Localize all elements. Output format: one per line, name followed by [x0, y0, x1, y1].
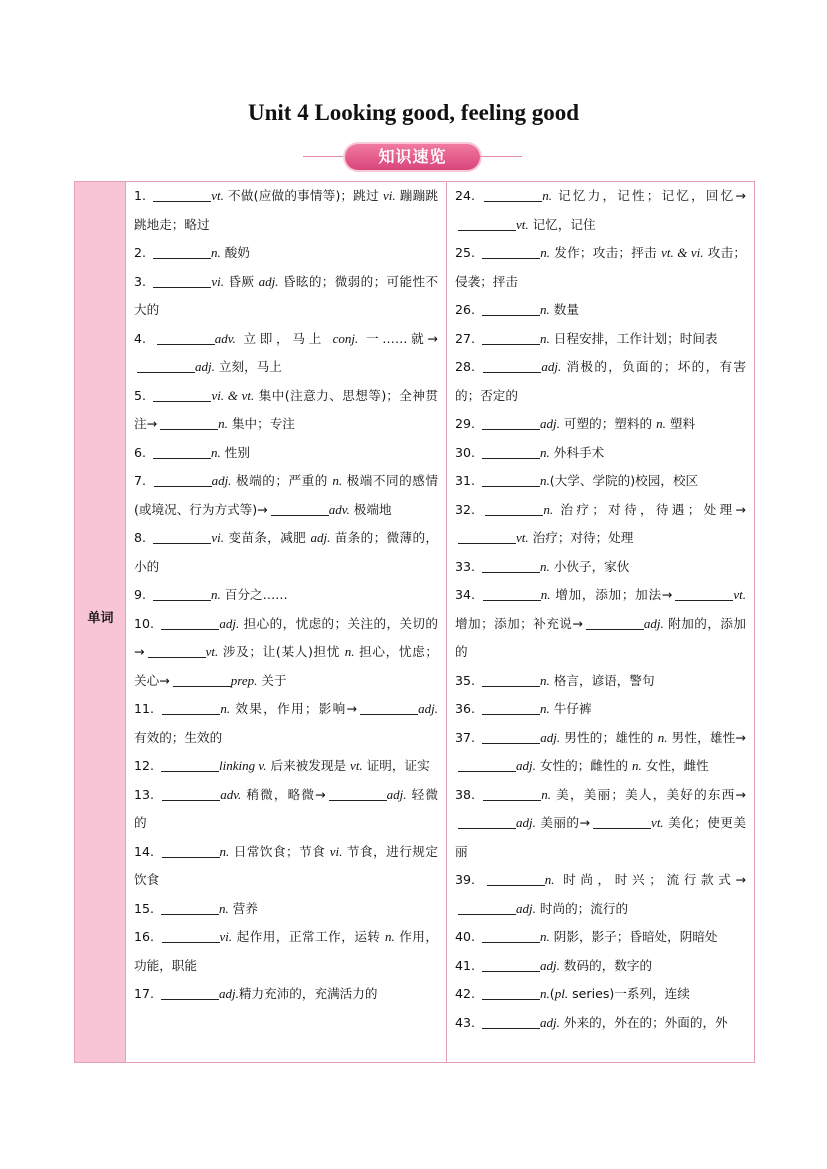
item-text: 极端的；严重的	[231, 473, 333, 488]
vocab-item	[134, 895, 438, 924]
part-of-speech: vt.	[516, 216, 529, 232]
part-of-speech: adj.	[540, 957, 560, 973]
answer-blank[interactable]	[161, 615, 219, 630]
item-text: 7.	[134, 473, 151, 488]
item-text: 27.	[455, 330, 480, 346]
part-of-speech: n.	[540, 587, 551, 602]
item-text: 记忆，记住	[528, 216, 596, 232]
vocab-item	[134, 838, 438, 895]
part-of-speech: conj.	[332, 330, 359, 346]
item-text: 可塑的；塑料的	[559, 416, 657, 431]
item-text: 日常饮食；节食	[229, 843, 330, 859]
item-text: 轻微的	[134, 786, 438, 830]
item-text: series)一系列，连续	[568, 986, 690, 1001]
vocab-item	[455, 667, 746, 696]
answer-blank[interactable]	[482, 729, 540, 744]
item-text: 百分之……	[220, 587, 288, 602]
part-of-speech: n.	[218, 416, 228, 431]
item-text: 治疗；对待，待遇；处理→	[553, 501, 746, 517]
item-text: 集中(注意力、思想等)；全神贯注→	[134, 387, 438, 431]
answer-blank[interactable]	[485, 501, 543, 516]
answer-blank[interactable]	[482, 957, 540, 972]
item-text: 3.	[134, 273, 151, 289]
vocab-item	[134, 268, 438, 325]
answer-blank[interactable]	[157, 330, 215, 345]
part-of-speech: adj.	[540, 1014, 560, 1030]
answer-blank[interactable]	[482, 985, 540, 1000]
part-of-speech: n.	[632, 758, 642, 773]
vocab-item	[455, 581, 746, 667]
part-of-speech: n.	[540, 330, 550, 346]
item-text: 38.	[455, 786, 481, 802]
vocab-item	[134, 467, 438, 524]
item-text: 28.	[455, 359, 481, 374]
part-of-speech: n.	[540, 302, 550, 317]
item-text: 极端不同的感情(或境况、行为方式等)→	[134, 473, 438, 517]
part-of-speech: n.	[219, 843, 230, 859]
item-text: 关于	[257, 672, 287, 688]
item-text: 昏厥	[224, 273, 259, 289]
item-text: 4.	[134, 330, 154, 346]
vocab-item	[455, 410, 746, 439]
answer-blank[interactable]	[161, 985, 219, 1000]
vocab-item	[455, 296, 746, 325]
answer-blank[interactable]	[160, 415, 218, 430]
part-of-speech: adj.	[258, 273, 279, 289]
item-text: 效果，作用；影响→	[230, 701, 358, 716]
item-text: 起作用，正常工作，运转	[232, 929, 385, 944]
item-text: 41.	[455, 957, 480, 973]
part-of-speech: n.	[219, 900, 229, 916]
part-of-speech: n.	[344, 644, 355, 659]
answer-blank[interactable]	[482, 444, 540, 459]
answer-blank[interactable]	[484, 187, 542, 202]
item-text: 数量	[549, 302, 579, 317]
answer-blank[interactable]	[162, 786, 220, 801]
item-text: 性别	[220, 444, 250, 460]
answer-blank[interactable]	[675, 586, 733, 601]
answer-blank[interactable]	[458, 529, 516, 544]
answer-blank[interactable]	[482, 700, 540, 715]
item-text: 阴影，影子；昏暗处，阴暗处	[549, 929, 718, 944]
part-of-speech: vi. & vt.	[211, 387, 255, 403]
vocab-item	[455, 467, 746, 496]
part-of-speech: vi.	[219, 929, 233, 944]
answer-blank[interactable]	[148, 643, 206, 658]
item-text: 苗条的；微薄的，小的	[134, 530, 438, 574]
answer-blank[interactable]	[153, 586, 211, 601]
part-of-speech: adv.	[220, 786, 242, 802]
part-of-speech: prep.	[230, 672, 258, 688]
vocab-item	[455, 325, 746, 354]
vocab-item	[134, 980, 438, 1009]
item-text: 9.	[134, 587, 151, 602]
part-of-speech: adj.	[541, 359, 562, 374]
vocab-item	[455, 923, 746, 952]
vocab-item	[134, 239, 438, 268]
item-text: 31.	[455, 473, 480, 488]
item-text: 24.	[455, 188, 482, 203]
answer-blank[interactable]	[162, 700, 220, 715]
part-of-speech: n.	[540, 558, 550, 574]
part-of-speech: n.	[540, 245, 551, 260]
item-text: 时尚，时兴；流行款式→	[554, 872, 746, 887]
page-title: Unit 4 Looking good, feeling good	[248, 100, 579, 125]
item-text: 集中；专注	[227, 416, 295, 431]
part-of-speech: vi.	[211, 530, 225, 545]
part-of-speech: n.	[540, 672, 550, 688]
part-of-speech: n.	[542, 188, 552, 203]
item-text: 14.	[134, 843, 159, 859]
answer-blank[interactable]	[161, 900, 219, 915]
part-of-speech: n.	[540, 929, 550, 944]
item-text: 涉及；让(某人)担忧	[218, 644, 345, 659]
answer-blank[interactable]	[360, 700, 418, 715]
answer-blank[interactable]	[458, 216, 516, 231]
part-of-speech: adj.	[540, 729, 561, 745]
banner-line-left	[303, 156, 345, 157]
item-text: 作用，功能，职能	[134, 929, 438, 973]
part-of-speech: adj.	[219, 615, 240, 631]
item-text: 精力充沛的，充满活力的	[238, 986, 378, 1001]
item-text: 1.	[134, 188, 151, 203]
item-text: 增加，添加；加法→	[550, 587, 673, 602]
part-of-speech: vi.	[211, 273, 225, 289]
part-of-speech: adj.	[418, 701, 438, 716]
item-text: 39.	[455, 872, 484, 887]
vocab-item	[134, 382, 438, 439]
part-of-speech: pl.	[554, 986, 569, 1001]
item-text: 男性，雄性→	[667, 729, 746, 745]
part-of-speech: vt.	[350, 758, 363, 773]
answer-blank[interactable]	[458, 814, 516, 829]
item-text: 后来被发现是	[266, 758, 351, 773]
item-text: 美，美丽；美人，美好的东西→	[550, 786, 746, 802]
part-of-speech: vt.	[205, 644, 219, 659]
vocab-column-left	[126, 182, 447, 1062]
item-text: 女性，雌性	[641, 758, 709, 773]
part-of-speech: adj.	[516, 815, 536, 830]
item-text: 17.	[134, 986, 159, 1001]
item-text: 36.	[455, 701, 480, 716]
part-of-speech: adj.	[195, 359, 215, 374]
item-text: 酸奶	[220, 245, 250, 260]
item-text: 35.	[455, 672, 480, 688]
answer-blank[interactable]	[482, 330, 540, 345]
item-text: 小伙子，家伙	[549, 558, 630, 574]
item-text: 担心的，忧虑的；关注的，关切的→	[134, 615, 438, 659]
item-text: 攻击；侵袭；抨击	[455, 245, 746, 289]
part-of-speech: adj.	[516, 900, 536, 916]
answer-blank[interactable]	[482, 244, 540, 259]
item-text: (大学、学院的)校园，校区	[549, 473, 699, 488]
banner-line-right	[480, 156, 522, 157]
part-of-speech: n.	[540, 986, 550, 1001]
item-text: 42.	[455, 986, 480, 1001]
part-of-speech: n.	[543, 501, 554, 517]
part-of-speech: adj.	[211, 473, 232, 488]
vocab-item	[134, 182, 438, 239]
part-of-speech: n.	[541, 786, 551, 802]
vocab-item	[134, 695, 438, 752]
part-of-speech: vt.	[516, 530, 529, 545]
item-text: 女性的；雌性的	[535, 758, 633, 773]
item-text: 15.	[134, 900, 159, 916]
item-text: 蹦蹦跳跳地走；略过	[134, 188, 438, 232]
part-of-speech: adj.	[386, 786, 407, 802]
item-text: 变苗条，减肥	[224, 530, 311, 545]
item-text: 40.	[455, 929, 480, 944]
item-text: 26.	[455, 302, 480, 317]
item-text: 5.	[134, 387, 151, 403]
answer-blank[interactable]	[173, 672, 231, 687]
answer-blank[interactable]	[153, 187, 211, 202]
part-of-speech: n.	[220, 701, 231, 716]
answer-blank[interactable]	[329, 786, 387, 801]
answer-blank[interactable]	[482, 1014, 540, 1029]
item-text: 43.	[455, 1014, 480, 1030]
section-banner	[0, 142, 827, 172]
part-of-speech: vi.	[382, 188, 396, 203]
vocab-item	[134, 439, 438, 468]
part-of-speech: adj.	[310, 530, 331, 545]
vocab-item	[134, 524, 438, 581]
vocab-item	[134, 325, 438, 382]
item-text: 一……就→	[358, 330, 438, 346]
part-of-speech: n.	[211, 587, 221, 602]
item-text: 昏眩的；微弱的；可能性不大的	[134, 273, 438, 317]
answer-blank[interactable]	[153, 444, 211, 459]
part-of-speech: adj.	[540, 416, 560, 431]
answer-blank[interactable]	[483, 786, 541, 801]
category-label: 单词	[87, 611, 114, 626]
answer-blank[interactable]	[137, 358, 195, 373]
item-text: (	[549, 986, 555, 1001]
part-of-speech: vt.	[211, 188, 224, 203]
answer-blank[interactable]	[458, 900, 516, 915]
answer-blank[interactable]	[482, 415, 540, 430]
answer-blank[interactable]	[483, 586, 541, 601]
vocab-item	[455, 695, 746, 724]
answer-blank[interactable]	[153, 273, 211, 288]
item-text: 32.	[455, 501, 483, 517]
vocab-item	[455, 182, 746, 239]
vocab-item	[455, 353, 746, 410]
item-text: 格言，谚语，警句	[549, 672, 655, 688]
part-of-speech: n.	[656, 416, 666, 431]
item-text: 日程安排，工作计划；时间表	[549, 330, 718, 346]
part-of-speech: n.	[540, 444, 550, 460]
item-text: 治疗；对待；处理	[528, 530, 634, 545]
item-text: 6.	[134, 444, 151, 460]
item-text: 营养	[228, 900, 258, 916]
answer-blank[interactable]	[271, 501, 329, 516]
answer-blank[interactable]	[162, 843, 220, 858]
item-text: 时尚的；流行的	[535, 900, 629, 916]
vocab-table	[74, 181, 755, 1063]
answer-blank[interactable]	[154, 472, 212, 487]
answer-blank[interactable]	[483, 358, 541, 373]
vocab-item	[455, 724, 746, 781]
answer-blank[interactable]	[153, 244, 211, 259]
part-of-speech: vt.	[651, 815, 664, 830]
item-text: 立刻，马上	[214, 359, 282, 374]
category-cell	[75, 182, 126, 1062]
vocab-item	[134, 752, 438, 781]
item-text: 外科手术	[549, 444, 605, 460]
item-text: 8.	[134, 530, 151, 545]
item-text: 11.	[134, 701, 160, 716]
answer-blank[interactable]	[153, 529, 211, 544]
item-text: 美化；使更美丽	[455, 815, 746, 859]
answer-blank[interactable]	[482, 472, 540, 487]
vocab-item	[455, 553, 746, 582]
vocab-column-right	[447, 182, 754, 1062]
item-text: 消极的，负面的；坏的，有害的；否定的	[455, 359, 746, 403]
vocab-item	[455, 1009, 746, 1038]
item-text: 证明，证实	[362, 758, 430, 773]
item-text: 外来的，外在的；外面的，外	[559, 1014, 728, 1030]
item-text: 不做(应做的事情等)；跳过	[223, 188, 383, 203]
item-text: 12.	[134, 758, 159, 773]
item-text: 美丽的→	[535, 815, 591, 830]
vocab-item	[134, 610, 438, 696]
answer-blank[interactable]	[482, 558, 540, 573]
part-of-speech: vt.	[733, 587, 746, 602]
item-text: 25.	[455, 245, 480, 260]
vocab-item	[455, 980, 746, 1009]
answer-blank[interactable]	[482, 672, 540, 687]
item-text: 附加的，添加的	[455, 615, 746, 659]
item-text: 13.	[134, 786, 160, 802]
answer-blank[interactable]	[482, 928, 540, 943]
item-text: 极端地	[349, 501, 392, 517]
vocab-item	[455, 496, 746, 553]
part-of-speech: adj.	[516, 758, 536, 773]
item-text: 立即，马上	[235, 330, 333, 346]
answer-blank[interactable]	[487, 871, 545, 886]
part-of-speech: linking v.	[219, 758, 267, 773]
item-text: 33.	[455, 558, 480, 574]
part-of-speech: n.	[211, 245, 221, 260]
item-text: 34.	[455, 587, 480, 602]
item-text: 29.	[455, 416, 480, 431]
item-text: 数码的，数字的	[559, 957, 653, 973]
part-of-speech: n.	[540, 473, 550, 488]
part-of-speech: vi.	[329, 843, 343, 859]
item-text: 节食，进行规定饮食	[134, 843, 438, 887]
part-of-speech: n.	[540, 701, 550, 716]
item-text: 30.	[455, 444, 480, 460]
part-of-speech: n.	[384, 929, 395, 944]
part-of-speech: adj.	[219, 986, 239, 1001]
part-of-speech: vt. & vi.	[661, 245, 704, 260]
vocab-item	[455, 439, 746, 468]
part-of-speech: adv.	[214, 330, 236, 346]
item-text: 男性的；雄性的	[560, 729, 658, 745]
vocab-item	[134, 923, 438, 980]
part-of-speech: adj.	[643, 615, 664, 631]
item-text: 16.	[134, 929, 159, 944]
part-of-speech: n.	[657, 729, 668, 745]
vocab-item	[455, 866, 746, 923]
vocab-item	[455, 952, 746, 981]
item-text: 有效的；生效的	[134, 729, 223, 745]
answer-blank[interactable]	[593, 814, 651, 829]
section-badge: 知识速览	[345, 144, 480, 170]
answer-blank[interactable]	[458, 757, 516, 772]
part-of-speech: adv.	[328, 501, 350, 517]
item-text: 牛仔裤	[549, 701, 592, 716]
vocab-item	[134, 781, 438, 838]
answer-blank[interactable]	[586, 615, 644, 630]
vocab-item	[455, 239, 746, 296]
answer-blank[interactable]	[161, 757, 219, 772]
item-text: 2.	[134, 245, 151, 260]
part-of-speech: n.	[332, 473, 343, 488]
answer-blank[interactable]	[482, 301, 540, 316]
item-text: 10.	[134, 615, 159, 631]
item-text: 塑料	[665, 416, 696, 431]
vocab-item	[134, 581, 438, 610]
item-text: 发作；攻击；抨击	[550, 245, 662, 260]
answer-blank[interactable]	[162, 928, 220, 943]
vocab-item	[455, 781, 746, 867]
item-text: 担心，忧虑；关心→	[134, 644, 438, 688]
answer-blank[interactable]	[153, 387, 211, 402]
item-text: 稍微，略微→	[241, 786, 326, 802]
part-of-speech: n.	[211, 444, 221, 460]
item-text: 记忆力，记性；记忆，回忆→	[551, 188, 746, 203]
item-text: 增加；添加；补充说→	[455, 615, 583, 631]
part-of-speech: n.	[544, 872, 555, 887]
item-text: 37.	[455, 729, 480, 745]
